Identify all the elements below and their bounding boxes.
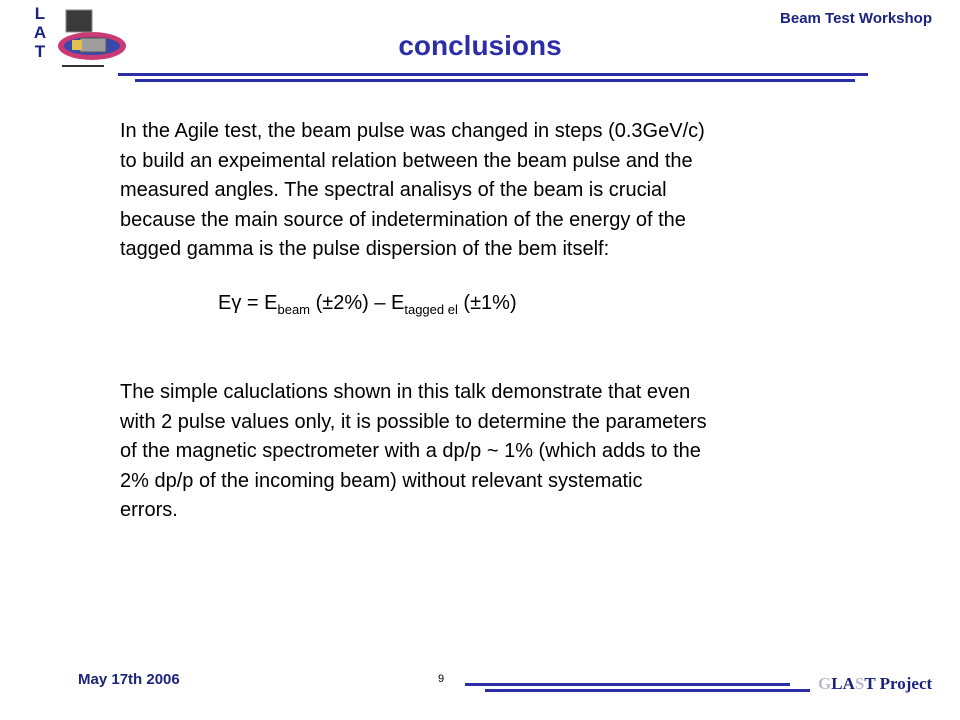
paragraph-line: errors. bbox=[120, 499, 178, 521]
lat-letter-l: L bbox=[34, 4, 46, 23]
title-rule-lower bbox=[135, 79, 855, 82]
footer-rule-lower bbox=[485, 689, 810, 692]
footer-rule-upper bbox=[465, 683, 790, 686]
paragraph-line: of the magnetic spectrometer with a dp/p ~ 1% (which adds to the bbox=[120, 440, 701, 462]
formula-beam-sub: beam bbox=[277, 302, 311, 317]
paragraph-line: The simple caluclations shown in this talk demonstrate that even bbox=[120, 381, 691, 403]
formula-equals: = E bbox=[241, 292, 278, 314]
paragraph-line: measured angles. The spectral analisys of the beam is crucial bbox=[120, 179, 667, 201]
paragraph-line: 2% dp/p of the incoming beam) without relevant systematic bbox=[120, 469, 643, 492]
paragraph-line: because the main source of indetermination of the energy of the bbox=[120, 208, 686, 231]
energy-formula bbox=[218, 292, 517, 317]
project-faint-s: S bbox=[854, 674, 865, 693]
formula-tagged-sub: tagged el bbox=[404, 302, 458, 317]
footer-project-label bbox=[818, 674, 932, 694]
workshop-label: Beam Test Workshop bbox=[780, 10, 932, 27]
lat-letter-t: T bbox=[34, 42, 46, 61]
title-rule-upper bbox=[118, 73, 868, 76]
paragraph-line: to build an expeimental relation between the beam pulse and the bbox=[120, 149, 693, 172]
formula-e: E bbox=[218, 292, 232, 314]
footer-date: May 17th 2006 bbox=[78, 671, 180, 688]
project-mid: LA bbox=[831, 674, 855, 693]
project-end: T Project bbox=[864, 674, 933, 693]
paragraph-line: with 2 pulse values only, it is possible to determine the parameters bbox=[120, 410, 707, 433]
formula-gamma: γ bbox=[231, 292, 242, 314]
project-faint-g: G bbox=[818, 674, 832, 693]
paragraph-line: In the Agile test, the beam pulse was changed in steps (0.3GeV/c) bbox=[120, 120, 705, 142]
paragraph-line: tagged gamma is the pulse dispersion of the bem itself: bbox=[120, 238, 610, 260]
paragraph-agile-test bbox=[120, 117, 840, 265]
lat-letter-a: A bbox=[33, 23, 47, 42]
page-title: conclusions bbox=[398, 30, 562, 61]
formula-tagged-err: (±1%) bbox=[457, 292, 517, 314]
formula-beam-err: (±2%) – E bbox=[310, 292, 405, 314]
page-number: 9 bbox=[438, 673, 445, 685]
paragraph-calculations bbox=[120, 378, 840, 526]
logo-panel bbox=[66, 10, 92, 32]
